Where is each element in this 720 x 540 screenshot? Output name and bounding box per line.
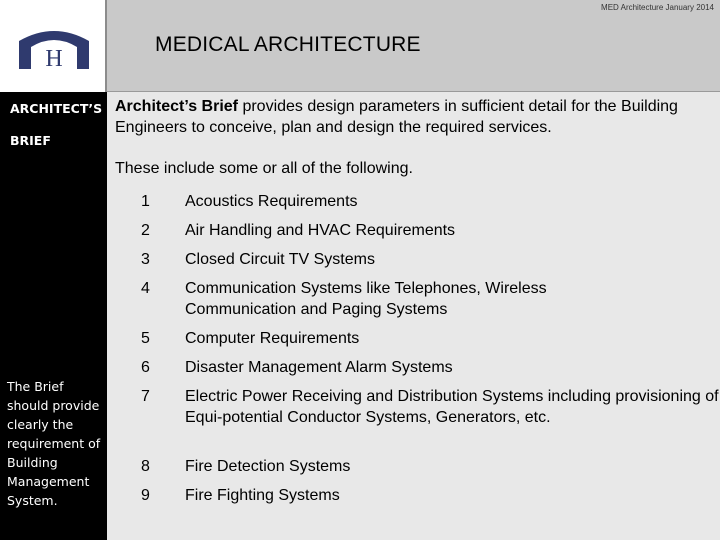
list-item-text: Fire Fighting Systems [185, 487, 340, 504]
intro-bold: Architect’s Brief [115, 98, 238, 115]
list-item-number: 9 [141, 487, 150, 504]
logo-letter: H [45, 46, 63, 71]
list-item-text: Closed Circuit TV Systems [185, 251, 375, 268]
list-item-number: 3 [141, 251, 150, 268]
list-item-text: Electric Power Receiving and Distribution Systems including provisioning of Equi-potential Conductor Systems, Generators, etc. [185, 388, 719, 426]
intro-rest: provides design parameters in sufficient detail for the Building Engineers to conceive, plan and design the required services. [115, 98, 678, 136]
list-lead: These include some or all of the following. [115, 160, 413, 177]
list-item-number: 4 [141, 280, 150, 297]
list-item-text: Acoustics Requirements [185, 193, 358, 210]
sidebar-label-line1: ARCHITECT’S [10, 101, 103, 116]
header-meta: MED Architecture January 2014 [601, 3, 714, 12]
sidebar [0, 92, 107, 540]
sidebar-note: The Brief should provide clearly the requirement of Building Management System. [7, 379, 101, 508]
list-item-number: 7 [141, 388, 150, 405]
page-title: MEDICAL ARCHITECTURE [155, 33, 421, 56]
list-item-text: Computer Requirements [185, 330, 360, 347]
sidebar-label-line2: BRIEF [10, 133, 51, 148]
list-item-text: Communication Systems like Telephones, Wireless Communication and Paging Systems [185, 280, 547, 318]
list-item-number: 5 [141, 330, 150, 347]
list-item-text: Air Handling and HVAC Requirements [185, 222, 456, 239]
h-arch-logo-icon [17, 27, 91, 71]
main-content [107, 92, 720, 540]
logo-panel [0, 0, 107, 92]
list-item-number: 1 [141, 193, 150, 210]
list-item-text: Fire Detection Systems [185, 458, 351, 475]
slide-header [107, 0, 720, 92]
list-item-text: Disaster Management Alarm Systems [185, 359, 453, 376]
list-item-number: 6 [141, 359, 150, 376]
list-item-number: 8 [141, 458, 150, 475]
intro-paragraph [115, 96, 715, 138]
list-item-number: 2 [141, 222, 150, 239]
